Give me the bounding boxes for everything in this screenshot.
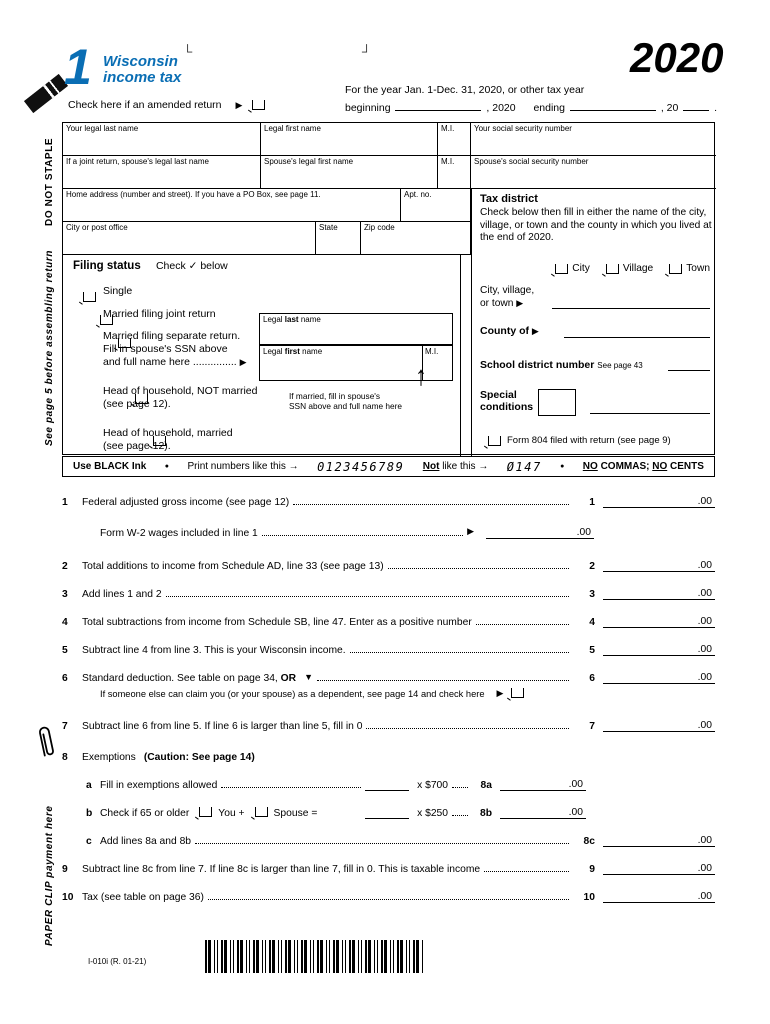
line-7-amount-field[interactable] bbox=[603, 720, 715, 732]
cents-label: .00 bbox=[697, 588, 712, 599]
tax-district-section bbox=[471, 189, 716, 456]
spouse-ssn-field[interactable] bbox=[471, 156, 716, 189]
cents-label: .00 bbox=[697, 720, 712, 731]
ending-date-field[interactable] bbox=[570, 100, 656, 111]
name-row-2 bbox=[63, 156, 471, 189]
tax-period-row bbox=[345, 100, 717, 114]
line-8b bbox=[62, 798, 586, 819]
your-last-name-label: Your legal last name bbox=[66, 124, 139, 133]
paperclip-icon bbox=[32, 722, 59, 761]
line-label: Check if 65 or older bbox=[100, 808, 190, 819]
line-number: 4 bbox=[62, 617, 68, 628]
line-ref: 1 bbox=[589, 497, 595, 508]
your-last-name-field[interactable] bbox=[63, 123, 261, 156]
form-804-row bbox=[488, 435, 671, 446]
line-label: Standard deduction. See table on page 34, OR bbox=[82, 673, 297, 684]
bad-digits-sample: Ø147 bbox=[506, 459, 542, 474]
dot-leader bbox=[208, 899, 569, 900]
town-checkbox[interactable] bbox=[669, 264, 682, 274]
ending-period: . bbox=[714, 102, 718, 114]
use-black-ink-label: Use BLACK Ink bbox=[73, 461, 147, 472]
pointer-icon: ▶ bbox=[235, 99, 243, 110]
married-separate-line3: and full name here ............... bbox=[103, 356, 237, 368]
line-6 bbox=[62, 663, 715, 684]
line-ref: 10 bbox=[583, 892, 595, 903]
amended-return-label: Check here if an amended return bbox=[68, 99, 222, 111]
multiplier-label: x $250 bbox=[417, 808, 448, 819]
line-9 bbox=[62, 854, 715, 875]
your-mi-label: M.I. bbox=[441, 124, 455, 133]
line-6-amount-field[interactable] bbox=[603, 672, 715, 684]
spouse-ssn-note: If married, fill in spouse's SSN above and full name here bbox=[289, 391, 403, 411]
spouse-legal-first-name-cell[interactable] bbox=[260, 346, 423, 380]
line-10 bbox=[62, 882, 715, 903]
line-8c bbox=[62, 826, 715, 847]
line-label: Subtract line 4 from line 3. This is your Wisconsin income. bbox=[82, 645, 346, 656]
line-number: 6 bbox=[62, 673, 68, 684]
zip-label: Zip code bbox=[364, 223, 395, 232]
cents-label: .00 bbox=[697, 644, 712, 655]
tax-district-instructions: Check below then fill in either the name of the city, village, or town and the county in which you lived at the end of 2020. bbox=[480, 207, 712, 243]
line-number: 8 bbox=[62, 752, 68, 763]
registration-mark-left: └ bbox=[183, 44, 193, 59]
spouse-legal-mi-label: M.I. bbox=[425, 347, 439, 356]
ending-suffix: , 20 bbox=[660, 102, 679, 114]
cvt-label-line1: City, village, bbox=[480, 285, 535, 296]
village-option-label: Village bbox=[622, 263, 654, 274]
cvt-input-line[interactable] bbox=[552, 308, 710, 309]
no-commas-label: NO COMMAS; NO CENTS bbox=[582, 461, 704, 472]
cents-label: .00 bbox=[697, 835, 712, 846]
line-5 bbox=[62, 635, 715, 656]
county-input-line[interactable] bbox=[564, 337, 710, 338]
married-separate-line1: Married filing separate return. bbox=[103, 330, 241, 342]
city-checkbox[interactable] bbox=[555, 264, 568, 274]
line-4-amount-field[interactable] bbox=[603, 616, 715, 628]
special-conditions-label bbox=[480, 389, 533, 413]
spouse-mi-label: M.I. bbox=[441, 157, 455, 166]
city-option-label: City bbox=[572, 263, 590, 274]
line-number: 3 bbox=[62, 589, 68, 600]
line-number: 9 bbox=[62, 864, 68, 875]
line-6-dependent-note bbox=[62, 686, 607, 699]
print-numbers-label: Print numbers like this → bbox=[187, 461, 299, 472]
line-ref: 5 bbox=[589, 645, 595, 656]
beginning-label: beginning bbox=[345, 102, 391, 114]
dot-leader bbox=[293, 504, 569, 505]
line-ref: 8c bbox=[583, 836, 595, 847]
school-district-row bbox=[480, 359, 643, 371]
dot-leader bbox=[166, 596, 569, 597]
pointer-icon: ▶ bbox=[496, 688, 504, 698]
line-ref: 8a bbox=[480, 780, 492, 791]
pointer-icon: ▶ bbox=[467, 526, 474, 536]
your-first-name-field[interactable] bbox=[261, 123, 438, 156]
pointer-icon: ▶ bbox=[531, 326, 539, 336]
bullet-icon: ● bbox=[560, 463, 565, 470]
line-label: Add lines 8a and 8b bbox=[100, 836, 192, 847]
name-row-1 bbox=[63, 123, 471, 156]
filing-status-title-row bbox=[73, 260, 228, 272]
dot-leader bbox=[452, 787, 468, 788]
line-8 bbox=[62, 742, 715, 763]
registration-mark-right: ┘ bbox=[362, 44, 372, 59]
cents-label: .00 bbox=[697, 672, 712, 683]
line-3 bbox=[62, 579, 715, 600]
ink-instructions-bar bbox=[62, 456, 715, 477]
line-10-amount-field[interactable] bbox=[603, 891, 715, 903]
apt-label: Apt. no. bbox=[404, 190, 432, 199]
line-letter: a bbox=[86, 780, 92, 791]
taxpayer-info-section bbox=[62, 122, 715, 455]
bullet-icon: ● bbox=[164, 463, 170, 470]
line-ref: 8b bbox=[479, 808, 492, 819]
line-number: 7 bbox=[62, 721, 68, 732]
dependent-note-label: If someone else can claim you (or your spouse) as a dependent, see page 14 and check here bbox=[100, 689, 485, 699]
special-conditions-box[interactable] bbox=[538, 389, 576, 416]
tax-year-line: For the year Jan. 1-Dec. 31, 2020, or other tax year bbox=[345, 84, 585, 96]
line-letter: c bbox=[86, 836, 92, 847]
filing-status-title: Filing status bbox=[73, 260, 141, 272]
ending-label: ending bbox=[533, 102, 565, 114]
line-1-amount-field[interactable] bbox=[603, 496, 715, 508]
dot-leader bbox=[317, 680, 569, 681]
cents-label: .00 bbox=[568, 779, 583, 790]
cvt-label bbox=[480, 285, 534, 310]
dot-leader bbox=[262, 535, 463, 536]
form-title-line2: income tax bbox=[103, 69, 182, 86]
line-1 bbox=[62, 487, 715, 508]
state-field[interactable] bbox=[316, 222, 361, 255]
line-label: Exemptions bbox=[82, 752, 136, 763]
spouse-ssn-label: Spouse's social security number bbox=[474, 157, 589, 166]
age-65-count-field[interactable] bbox=[365, 808, 409, 819]
do-not-staple-note: DO NOT STAPLE bbox=[44, 137, 55, 226]
line-8a bbox=[62, 770, 586, 791]
pointer-icon: ▶ bbox=[516, 298, 524, 308]
filing-status-section bbox=[63, 255, 461, 456]
spouse-legal-last-name-label: Legal last name bbox=[263, 315, 321, 324]
single-label: Single bbox=[103, 285, 133, 297]
line-2 bbox=[62, 551, 715, 572]
married-separate-line2: Fill in spouse's SSN above bbox=[103, 343, 228, 355]
line-ref: 6 bbox=[589, 673, 595, 684]
married-separate-label bbox=[103, 330, 247, 369]
form-code: I-010i (R. 01-21) bbox=[88, 957, 147, 966]
dot-leader bbox=[350, 652, 569, 653]
line-1-w2-subline bbox=[62, 518, 594, 539]
age-65-you-checkbox[interactable] bbox=[199, 807, 212, 817]
pointer-icon: ▶ bbox=[239, 357, 247, 367]
cents-label: .00 bbox=[697, 863, 712, 874]
dot-leader bbox=[388, 568, 569, 569]
hoh-not-married-label: Head of household, NOT married (see page 12). bbox=[103, 385, 258, 410]
address-row bbox=[63, 189, 471, 222]
spouse-first-name-field[interactable] bbox=[261, 156, 438, 189]
line-9-amount-field[interactable] bbox=[603, 863, 715, 875]
line-7 bbox=[62, 711, 715, 732]
village-checkbox[interactable] bbox=[606, 264, 619, 274]
spouse-last-name-field[interactable] bbox=[63, 156, 261, 189]
assembling-note: See page 5 before assembling return bbox=[44, 249, 55, 446]
cents-label: .00 bbox=[697, 496, 712, 507]
multiplier-label: x $700 bbox=[417, 780, 448, 791]
city-row bbox=[63, 222, 471, 255]
line-8c-amount-field[interactable] bbox=[603, 835, 715, 847]
line-5-amount-field[interactable] bbox=[603, 644, 715, 656]
hoh-married-label: Head of household, married (see page 12). bbox=[103, 427, 233, 452]
apt-field[interactable] bbox=[401, 189, 471, 222]
state-label: State bbox=[319, 223, 338, 232]
line-label: Federal adjusted gross income (see page 12) bbox=[82, 497, 290, 508]
income-lines-section bbox=[62, 487, 715, 910]
good-digits-sample: 0123456789 bbox=[317, 459, 405, 474]
zip-field[interactable] bbox=[361, 222, 471, 255]
cvt-checkbox-row bbox=[480, 263, 710, 274]
county-label-row bbox=[480, 325, 539, 337]
city-label: City or post office bbox=[66, 223, 128, 232]
line-letter: b bbox=[86, 808, 93, 819]
triangle-down-icon: ▼ bbox=[304, 672, 314, 682]
special-label-line2: conditions bbox=[480, 401, 534, 413]
spouse-first-name-label: Spouse's legal first name bbox=[264, 157, 354, 166]
line-2-amount-field[interactable] bbox=[603, 560, 715, 572]
tape-icon bbox=[24, 74, 68, 113]
line-8b-amount-field[interactable] bbox=[500, 807, 586, 819]
spouse-legal-last-name-field[interactable] bbox=[259, 313, 453, 345]
school-district-see-note: See page 43 bbox=[597, 361, 643, 370]
line-number: 2 bbox=[62, 561, 68, 572]
form-title bbox=[103, 54, 181, 86]
spouse-legal-first-name-label: Legal first name bbox=[263, 347, 323, 356]
barcode bbox=[205, 940, 423, 973]
line-label: Total subtractions from income from Schedule SB, line 47. Enter as a positive number bbox=[82, 617, 472, 628]
city-field[interactable] bbox=[63, 222, 316, 255]
tax-year: 2020 bbox=[630, 34, 724, 81]
beginning-date-field[interactable] bbox=[395, 100, 481, 111]
not-like-label: Not like this → bbox=[422, 461, 489, 472]
home-address-field[interactable] bbox=[63, 189, 401, 222]
you-label: You + bbox=[218, 808, 245, 819]
line-ref: 4 bbox=[589, 617, 595, 628]
line-label: Fill in exemptions allowed bbox=[100, 780, 218, 791]
your-ssn-field[interactable] bbox=[471, 123, 716, 156]
form-804-checkbox[interactable] bbox=[488, 436, 501, 446]
w2-amount-field[interactable] bbox=[486, 527, 594, 539]
check-below-note: Check ✓ below bbox=[155, 260, 228, 272]
ending-year-field[interactable] bbox=[683, 100, 709, 111]
cvt-label-line2: or town bbox=[480, 298, 514, 309]
age-65-spouse-checkbox[interactable] bbox=[255, 807, 268, 817]
your-ssn-label: Your social security number bbox=[474, 124, 572, 133]
line-4 bbox=[62, 607, 715, 628]
line-ref: 3 bbox=[589, 589, 595, 600]
special-conditions-line[interactable] bbox=[590, 413, 710, 414]
single-checkbox[interactable] bbox=[83, 292, 96, 302]
your-first-name-label: Legal first name bbox=[264, 124, 321, 133]
line-number: 1 bbox=[62, 497, 68, 508]
dependent-checkbox[interactable] bbox=[511, 688, 524, 698]
line-label: Subtract line 6 from line 5. If line 6 is larger than line 5, fill in 0 bbox=[82, 721, 363, 732]
spouse-last-name-label: If a joint return, spouse's legal last name bbox=[66, 157, 209, 166]
line-number: 10 bbox=[62, 892, 74, 903]
dot-leader bbox=[221, 787, 361, 788]
dot-leader bbox=[452, 815, 468, 816]
form-title-line1: Wisconsin bbox=[103, 53, 178, 70]
county-label: County of bbox=[480, 325, 529, 337]
form-804-label: Form 804 filed with return (see page 9) bbox=[507, 435, 671, 446]
dot-leader bbox=[484, 871, 569, 872]
line-number: 5 bbox=[62, 645, 68, 656]
beginning-suffix: , 2020 bbox=[486, 102, 516, 114]
school-district-input-line[interactable] bbox=[668, 370, 710, 371]
special-label-line1: Special bbox=[480, 389, 517, 401]
cents-label: .00 bbox=[568, 807, 583, 818]
line-label: Total additions to income from Schedule AD, line 33 (see page 13) bbox=[82, 561, 384, 572]
paperclip-note: PAPER CLIP payment here bbox=[44, 805, 55, 946]
spouse-label: Spouse = bbox=[273, 808, 318, 819]
line-label: Tax (see table on page 36) bbox=[82, 892, 204, 903]
line-3-amount-field[interactable] bbox=[603, 588, 715, 600]
home-address-label: Home address (number and street). If you have a PO Box, see page 11. bbox=[66, 190, 321, 199]
your-mi-field[interactable] bbox=[438, 123, 471, 156]
line-label: Form W-2 wages included in line 1 bbox=[100, 528, 258, 539]
dot-leader bbox=[195, 843, 569, 844]
up-arrow-icon: ↑ bbox=[415, 360, 427, 392]
line-ref: 9 bbox=[589, 864, 595, 875]
exemptions-count-field[interactable] bbox=[365, 780, 409, 791]
married-joint-label: Married filing joint return bbox=[103, 308, 216, 320]
line-ref: 7 bbox=[589, 721, 595, 732]
cents-label: .00 bbox=[697, 616, 712, 627]
dot-leader bbox=[366, 728, 569, 729]
form-number: 1 bbox=[64, 39, 92, 95]
town-option-label: Town bbox=[686, 263, 710, 274]
cents-label: .00 bbox=[697, 560, 712, 571]
dot-leader bbox=[476, 624, 569, 625]
school-district-label: School district number bbox=[480, 359, 595, 371]
cents-label: .00 bbox=[576, 527, 591, 538]
amended-return-checkbox[interactable] bbox=[252, 100, 265, 110]
spouse-mi-field[interactable] bbox=[438, 156, 471, 189]
line-8a-amount-field[interactable] bbox=[500, 779, 586, 791]
caution-label: (Caution: See page 14) bbox=[143, 752, 255, 763]
line-ref: 2 bbox=[589, 561, 595, 572]
line-label: Add lines 1 and 2 bbox=[82, 589, 162, 600]
line-label: Subtract line 8c from line 7. If line 8c is larger than line 7, fill in 0. This is taxable income bbox=[82, 864, 481, 875]
tax-district-title: Tax district bbox=[480, 193, 538, 205]
cents-label: .00 bbox=[697, 891, 712, 902]
amended-return-row bbox=[68, 99, 265, 111]
